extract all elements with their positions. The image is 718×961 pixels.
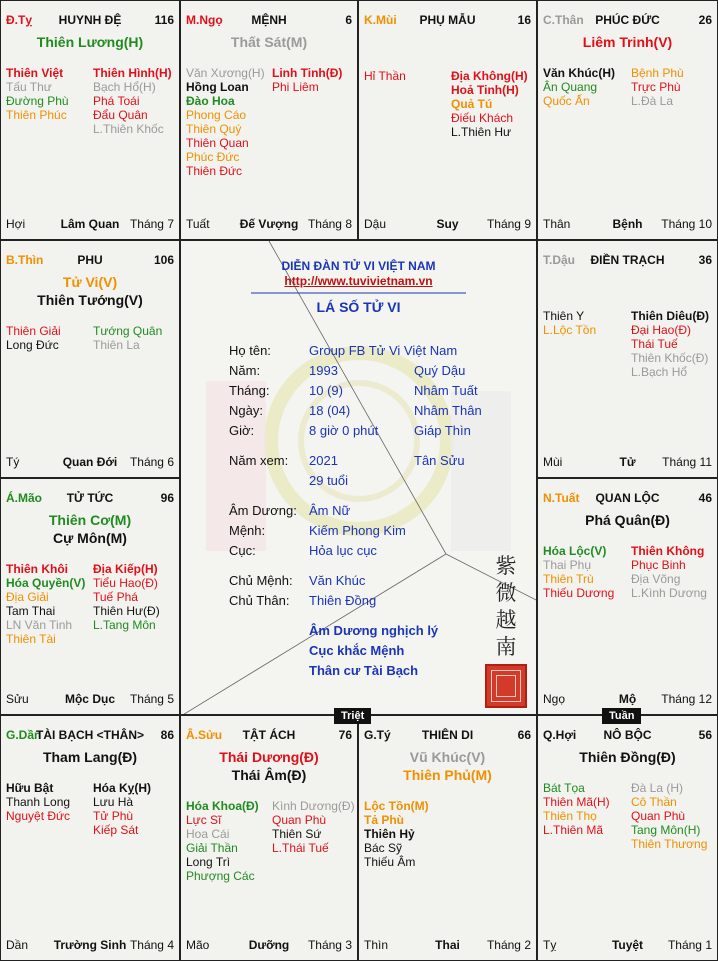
palace-name: TỬ TỨC bbox=[66, 491, 114, 505]
minor-star: Bạch Hổ(H) bbox=[93, 80, 156, 94]
palace-branch: Đ.Tỵ bbox=[6, 13, 33, 27]
palace-footer bbox=[364, 217, 531, 231]
minor-star: Điếu Khách bbox=[451, 111, 514, 125]
minor-star: Địa Không(H) bbox=[451, 69, 528, 83]
minor-star: L.Thiên Khốc bbox=[93, 122, 164, 136]
info-value: Thiên Đồng bbox=[309, 593, 377, 608]
life-stage: Lâm Quan bbox=[60, 217, 120, 231]
palace-name: PHU bbox=[77, 253, 103, 267]
palace-header bbox=[186, 728, 352, 744]
footer-branch: Dậu bbox=[364, 217, 387, 231]
info-label: Chủ Mệnh: bbox=[229, 573, 293, 588]
minor-star: Tử Phù bbox=[93, 809, 134, 823]
vertical-calligraphy: 紫 微 越 南 bbox=[495, 554, 517, 659]
chart-note: Cục khắc Mệnh bbox=[309, 643, 405, 658]
palace-hoi-bottom bbox=[537, 715, 718, 961]
minor-star: L.Thái Tuế bbox=[272, 841, 329, 855]
minor-star: Thiên Tài bbox=[6, 632, 56, 646]
palace-header bbox=[543, 13, 712, 29]
month-label: Tháng 2 bbox=[486, 938, 531, 952]
palace-branch: C.Thân bbox=[543, 13, 584, 27]
main-star: Thất Sát(M) bbox=[230, 34, 308, 50]
info-label: Mệnh: bbox=[229, 523, 266, 538]
center-info-panel bbox=[180, 240, 537, 715]
info-label: Chủ Thân: bbox=[229, 593, 290, 608]
minor-stars-left bbox=[364, 799, 429, 869]
minor-stars-right bbox=[272, 799, 355, 855]
info-value-canchi: Tân Sửu bbox=[414, 453, 465, 468]
month-label: Tháng 1 bbox=[667, 938, 712, 952]
minor-star: Linh Tinh(Đ) bbox=[272, 66, 343, 80]
palace-name: TẬT ÁCH bbox=[242, 728, 296, 742]
footer-branch: Tý bbox=[6, 455, 20, 469]
info-value: Kiếm Phong Kim bbox=[309, 523, 406, 538]
minor-star: Long Đức bbox=[6, 338, 59, 352]
minor-star: L.Thiên Mã bbox=[543, 823, 604, 837]
minor-stars-right bbox=[93, 562, 160, 632]
palace-age: 6 bbox=[345, 13, 352, 27]
minor-star: Tấu Thư bbox=[6, 80, 52, 94]
minor-star: Thiên Thọ bbox=[543, 809, 597, 823]
minor-star: L.Lộc Tồn bbox=[543, 323, 597, 337]
palace-header bbox=[543, 253, 712, 269]
minor-star: Thiên Giải bbox=[6, 324, 61, 338]
minor-star: Thiên Quý bbox=[186, 122, 242, 136]
minor-stars-right bbox=[93, 66, 172, 136]
chart-title: LÁ SỐ TỬ VI bbox=[316, 299, 401, 315]
minor-stars-left bbox=[6, 66, 69, 122]
palace-thin-left bbox=[0, 240, 180, 478]
palace-branch: M.Ngọ bbox=[186, 13, 223, 27]
main-star: Liêm Trinh(V) bbox=[582, 34, 673, 50]
info-value: 2021 bbox=[309, 453, 338, 468]
minor-star: Ân Quang bbox=[543, 80, 598, 94]
palace-branch: G.Dần bbox=[6, 728, 42, 742]
main-star: Thái Âm(Đ) bbox=[231, 767, 307, 783]
minor-star: Bệnh Phù bbox=[631, 66, 684, 80]
month-label: Tháng 10 bbox=[661, 217, 712, 231]
palace-footer bbox=[364, 938, 531, 952]
main-star: Vũ Khúc(V) bbox=[409, 749, 486, 765]
main-star: Thiên Lương(H) bbox=[36, 34, 144, 50]
forum-url[interactable]: http://www.tuvivietnam.vn bbox=[284, 274, 433, 288]
life-stage: Suy bbox=[436, 217, 459, 231]
footer-branch: Mùi bbox=[543, 455, 563, 469]
minor-star: Hóa Lộc(V) bbox=[543, 544, 607, 558]
month-label: Tháng 11 bbox=[662, 455, 712, 469]
life-stage: Đế Vượng bbox=[239, 217, 299, 231]
info-label: Cục: bbox=[229, 543, 256, 558]
triet-badge: Triệt bbox=[334, 708, 371, 724]
minor-stars-right bbox=[93, 781, 151, 837]
month-label: Tháng 3 bbox=[307, 938, 352, 952]
life-stage: Quan Đới bbox=[62, 455, 118, 469]
info-label: Giờ: bbox=[229, 423, 255, 438]
footer-branch: Sửu bbox=[6, 692, 29, 706]
minor-star: Lực Sĩ bbox=[186, 813, 222, 827]
info-label: Năm: bbox=[229, 363, 261, 378]
palace-header bbox=[543, 491, 712, 507]
palace-footer bbox=[543, 217, 712, 231]
minor-stars-left bbox=[543, 66, 615, 108]
minor-stars-left bbox=[186, 799, 259, 883]
minor-star: Thiếu Âm bbox=[364, 855, 416, 869]
minor-star: Tả Phù bbox=[364, 813, 405, 827]
minor-star: Thiên Khôi bbox=[6, 562, 68, 576]
palace-footer bbox=[543, 455, 712, 469]
minor-star: Phi Liêm bbox=[272, 80, 319, 94]
minor-star: Đường Phù bbox=[6, 94, 69, 108]
main-star: Thái Dương(Đ) bbox=[219, 749, 319, 765]
palace-branch: T.Dậu bbox=[543, 253, 576, 267]
minor-star: Hóa Kỵ(H) bbox=[93, 781, 152, 795]
palace-header bbox=[6, 13, 174, 29]
palace-dau-right bbox=[537, 240, 718, 478]
info-value: 1993 bbox=[309, 363, 338, 378]
minor-star: Thiên Thương bbox=[631, 837, 708, 851]
minor-stars-left bbox=[364, 69, 406, 83]
info-value-canchi: Giáp Thìn bbox=[414, 423, 471, 438]
minor-star: Thiên Trù bbox=[543, 572, 594, 586]
palace-ty-top bbox=[0, 0, 180, 240]
life-stage: Dưỡng bbox=[248, 938, 290, 952]
minor-star: Đẩu Quân bbox=[93, 108, 148, 122]
minor-star: Văn Khúc(H) bbox=[543, 66, 615, 80]
palace-footer bbox=[186, 938, 352, 952]
minor-stars-right bbox=[631, 781, 707, 851]
palace-age: 86 bbox=[160, 728, 174, 742]
info-value: 29 tuổi bbox=[309, 473, 349, 488]
info-label: Âm Dương: bbox=[229, 503, 297, 518]
minor-star: Phúc Đức bbox=[186, 150, 240, 164]
life-stage: Tuyệt bbox=[611, 938, 644, 952]
minor-star: Trực Phù bbox=[631, 80, 681, 94]
palace-age: 116 bbox=[154, 13, 174, 27]
palace-age: 106 bbox=[153, 253, 174, 267]
info-label: Ngày: bbox=[229, 403, 263, 418]
palace-branch: Â.Sửu bbox=[186, 728, 223, 742]
palace-footer bbox=[6, 938, 174, 952]
palace-header bbox=[6, 253, 174, 269]
minor-star: Đào Hoa bbox=[186, 94, 235, 108]
month-label: Tháng 12 bbox=[661, 692, 712, 706]
palace-dan-bottom bbox=[0, 715, 180, 961]
main-star: Tử Vi(V) bbox=[62, 274, 118, 290]
info-value: 18 (04) bbox=[309, 403, 351, 418]
palace-branch: G.Tý bbox=[364, 728, 391, 742]
minor-star: Thiên Việt bbox=[6, 66, 64, 80]
info-value-canchi: Nhâm Tuất bbox=[414, 383, 478, 398]
palace-branch: B.Thìn bbox=[6, 253, 44, 267]
minor-star: Phục Binh bbox=[631, 558, 686, 572]
minor-star: Cô Thần bbox=[631, 795, 677, 809]
minor-star: Địa Võng bbox=[631, 572, 681, 586]
month-label: Tháng 9 bbox=[486, 217, 531, 231]
minor-star: Phong Cáo bbox=[186, 108, 247, 122]
palace-mao-left bbox=[0, 478, 180, 715]
minor-star: L.Thiên Hư bbox=[451, 125, 512, 139]
palace-age: 36 bbox=[698, 253, 712, 267]
palace-age: 56 bbox=[698, 728, 712, 742]
palace-ngo-top bbox=[180, 0, 358, 240]
main-star: Thiên Tướng(V) bbox=[37, 292, 143, 308]
minor-star: Thiên Hư(Đ) bbox=[93, 604, 160, 618]
palace-header bbox=[186, 13, 352, 29]
minor-star: L.Đà La bbox=[631, 94, 674, 108]
minor-star: L.Kình Dương bbox=[631, 586, 707, 600]
minor-star: Thái Tuế bbox=[631, 337, 678, 351]
palace-age: 16 bbox=[517, 13, 531, 27]
minor-stars-left bbox=[6, 562, 85, 646]
main-star: Thiên Đồng(Đ) bbox=[579, 749, 676, 765]
palace-than-top bbox=[537, 0, 718, 240]
info-value-canchi: Nhâm Thân bbox=[414, 403, 482, 418]
palace-name: NÔ BỘC bbox=[603, 728, 652, 742]
footer-branch: Thân bbox=[543, 217, 571, 231]
palace-name: HUYNH ĐỆ bbox=[58, 13, 122, 27]
main-star: Tham Lang(Đ) bbox=[42, 749, 138, 765]
palace-header bbox=[364, 728, 531, 744]
palace-footer bbox=[6, 692, 174, 706]
minor-star: Thiên Sứ bbox=[272, 827, 322, 841]
minor-stars-right bbox=[631, 66, 684, 108]
palace-footer bbox=[543, 938, 712, 952]
month-label: Tháng 7 bbox=[129, 217, 174, 231]
palace-branch: Á.Mão bbox=[6, 491, 42, 505]
palace-suu-bottom bbox=[180, 715, 358, 961]
palace-age: 46 bbox=[698, 491, 712, 505]
info-value: 8 giờ 0 phút bbox=[309, 423, 379, 438]
info-label: Họ tên: bbox=[229, 343, 271, 358]
minor-star: Hỉ Thần bbox=[364, 69, 406, 83]
red-seal-stamp bbox=[485, 664, 527, 708]
palace-name: QUAN LỘC bbox=[595, 491, 660, 505]
palace-footer bbox=[6, 455, 174, 469]
palace-age: 96 bbox=[160, 491, 174, 505]
minor-star: Tuế Phá bbox=[93, 590, 138, 604]
footer-branch: Mão bbox=[186, 938, 210, 952]
info-value: Group FB Tử Vi Việt Nam bbox=[309, 343, 458, 358]
minor-star: Hóa Khoa(Đ) bbox=[186, 799, 259, 813]
life-stage: Bệnh bbox=[612, 217, 643, 231]
minor-star: Thiên Mã(H) bbox=[543, 795, 610, 809]
minor-star: Quả Tú bbox=[451, 97, 493, 111]
minor-star: Nguyệt Đức bbox=[6, 809, 71, 823]
minor-star: Lưu Hà bbox=[93, 795, 134, 809]
palace-header bbox=[543, 728, 712, 744]
minor-star: Phá Toái bbox=[93, 94, 140, 108]
minor-star: Bát Tọa bbox=[543, 781, 585, 795]
minor-star: Quan Phù bbox=[272, 813, 327, 827]
palace-branch: Q.Hợi bbox=[543, 728, 577, 742]
minor-star: Kiếp Sát bbox=[93, 823, 139, 837]
life-stage: Mộc Dục bbox=[64, 692, 115, 706]
minor-star: Quan Phù bbox=[631, 809, 686, 823]
minor-stars-left bbox=[543, 781, 610, 837]
minor-star: Hữu Bật bbox=[6, 781, 54, 795]
minor-stars-left bbox=[6, 781, 70, 823]
main-star: Thiên Phủ(M) bbox=[403, 767, 492, 783]
minor-stars-left bbox=[186, 66, 265, 178]
minor-star: Thiên Y bbox=[543, 309, 585, 323]
minor-star: Thiên Hỷ bbox=[364, 827, 415, 841]
info-label: Tháng: bbox=[229, 383, 270, 398]
month-label: Tháng 6 bbox=[129, 455, 174, 469]
footer-branch: Tuất bbox=[186, 217, 210, 231]
info-value: Văn Khúc bbox=[309, 573, 366, 588]
palace-tuat-right bbox=[537, 478, 718, 715]
minor-star: Thiên Phúc bbox=[6, 108, 67, 122]
palace-header bbox=[6, 728, 174, 744]
minor-star: Tang Môn(H) bbox=[631, 823, 701, 837]
minor-star: Thiên Quan bbox=[186, 136, 249, 150]
minor-star: Thiên Hình(H) bbox=[93, 66, 172, 80]
info-value: Hỏa lục cục bbox=[309, 543, 377, 558]
minor-stars-left bbox=[6, 324, 61, 352]
palace-age: 66 bbox=[517, 728, 531, 742]
minor-star: Phượng Các bbox=[186, 869, 255, 883]
life-stage: Tử bbox=[619, 455, 636, 469]
minor-star: Hồng Loan bbox=[186, 80, 249, 94]
minor-star: Thanh Long bbox=[6, 795, 71, 809]
minor-star: Lộc Tồn(M) bbox=[364, 799, 429, 813]
palace-footer bbox=[186, 217, 352, 231]
main-star: Cự Môn(M) bbox=[53, 530, 127, 546]
minor-star: Văn Xương(H) bbox=[186, 66, 265, 80]
minor-star: Thiên Đức bbox=[186, 164, 243, 178]
minor-star: Đại Hao(Đ) bbox=[631, 323, 692, 337]
minor-star: Thiên Diêu(Đ) bbox=[631, 309, 709, 323]
month-label: Tháng 8 bbox=[307, 217, 352, 231]
month-label: Tháng 5 bbox=[129, 692, 174, 706]
minor-star: LN Văn Tinh bbox=[6, 618, 73, 632]
palace-name: PHÚC ĐỨC bbox=[595, 13, 660, 27]
palace-name: MỆNH bbox=[251, 13, 287, 27]
palace-footer bbox=[543, 692, 712, 706]
footer-branch: Dần bbox=[6, 938, 29, 952]
minor-star: Địa Giải bbox=[6, 590, 49, 604]
minor-stars-right bbox=[631, 544, 707, 600]
minor-star: L.Bạch Hổ bbox=[631, 365, 688, 379]
life-stage: Mộ bbox=[618, 692, 637, 706]
minor-stars-left bbox=[543, 309, 596, 337]
palace-name: ĐIỀN TRẠCH bbox=[590, 253, 665, 267]
info-label: Năm xem: bbox=[229, 453, 289, 468]
minor-star: Tiểu Hao(Đ) bbox=[93, 576, 158, 590]
chart-note: Âm Dương nghịch lý bbox=[309, 623, 439, 638]
footer-branch: Ngọ bbox=[543, 692, 566, 706]
info-value: Âm Nữ bbox=[309, 503, 351, 518]
minor-star: Tam Thai bbox=[6, 604, 56, 618]
palace-name: THIÊN DI bbox=[421, 728, 474, 742]
minor-stars-right bbox=[272, 66, 342, 94]
palace-age: 26 bbox=[698, 13, 712, 27]
minor-star: Long Trì bbox=[186, 855, 231, 869]
info-value-canchi: Quý Dậu bbox=[414, 363, 466, 378]
minor-star: Đà La (H) bbox=[631, 781, 684, 795]
life-stage: Thai bbox=[435, 938, 460, 952]
chart-note: Thân cư Tài Bạch bbox=[309, 663, 419, 678]
minor-stars-right bbox=[451, 69, 528, 139]
palace-header bbox=[6, 491, 174, 507]
palace-branch: K.Mùi bbox=[364, 13, 397, 27]
minor-stars-right bbox=[93, 324, 162, 352]
minor-star: Thiếu Dương bbox=[543, 586, 615, 600]
minor-star: Thiên La bbox=[93, 338, 140, 352]
palace-ty-bottom bbox=[358, 715, 537, 961]
minor-star: Bác Sỹ bbox=[364, 841, 403, 855]
minor-star: Tướng Quân bbox=[93, 324, 163, 338]
palace-footer bbox=[6, 217, 174, 231]
life-stage: Trường Sinh bbox=[53, 938, 127, 952]
footer-branch: Tỵ bbox=[543, 938, 557, 952]
footer-branch: Hợi bbox=[6, 217, 26, 231]
palace-branch: N.Tuất bbox=[543, 491, 580, 505]
forum-name: DIỄN ĐÀN TỬ VI VIỆT NAM bbox=[281, 259, 436, 273]
minor-stars-left bbox=[543, 544, 614, 600]
minor-star: Quốc Ấn bbox=[543, 94, 590, 108]
minor-star: Kình Dương(Đ) bbox=[272, 799, 355, 813]
palace-mui-top bbox=[358, 0, 537, 240]
palace-age: 76 bbox=[338, 728, 352, 742]
minor-star: Hóa Quyền(V) bbox=[6, 576, 86, 590]
month-label: Tháng 4 bbox=[129, 938, 174, 952]
info-value: 10 (9) bbox=[309, 383, 343, 398]
minor-star: Thiên Không bbox=[631, 544, 705, 558]
main-star: Thiên Cơ(M) bbox=[48, 512, 132, 528]
main-star: Phá Quân(Đ) bbox=[585, 512, 670, 528]
minor-star: Hoả Tinh(H) bbox=[451, 83, 519, 97]
tuan-badge: Tuần bbox=[602, 708, 641, 724]
footer-branch: Thìn bbox=[364, 938, 389, 952]
minor-star: Hoa Cái bbox=[186, 827, 230, 841]
palace-name: PHỤ MẪU bbox=[419, 13, 476, 27]
palace-name: TÀI BẠCH <THÂN> bbox=[35, 728, 144, 742]
minor-stars-right bbox=[631, 309, 709, 379]
minor-star: L.Tang Môn bbox=[93, 618, 156, 632]
minor-star: Giải Thần bbox=[186, 841, 238, 855]
minor-star: Thai Phụ bbox=[543, 558, 592, 572]
minor-star: Địa Kiếp(H) bbox=[93, 562, 158, 576]
palace-header bbox=[364, 13, 531, 29]
minor-star: Thiên Khốc(Đ) bbox=[631, 351, 709, 365]
